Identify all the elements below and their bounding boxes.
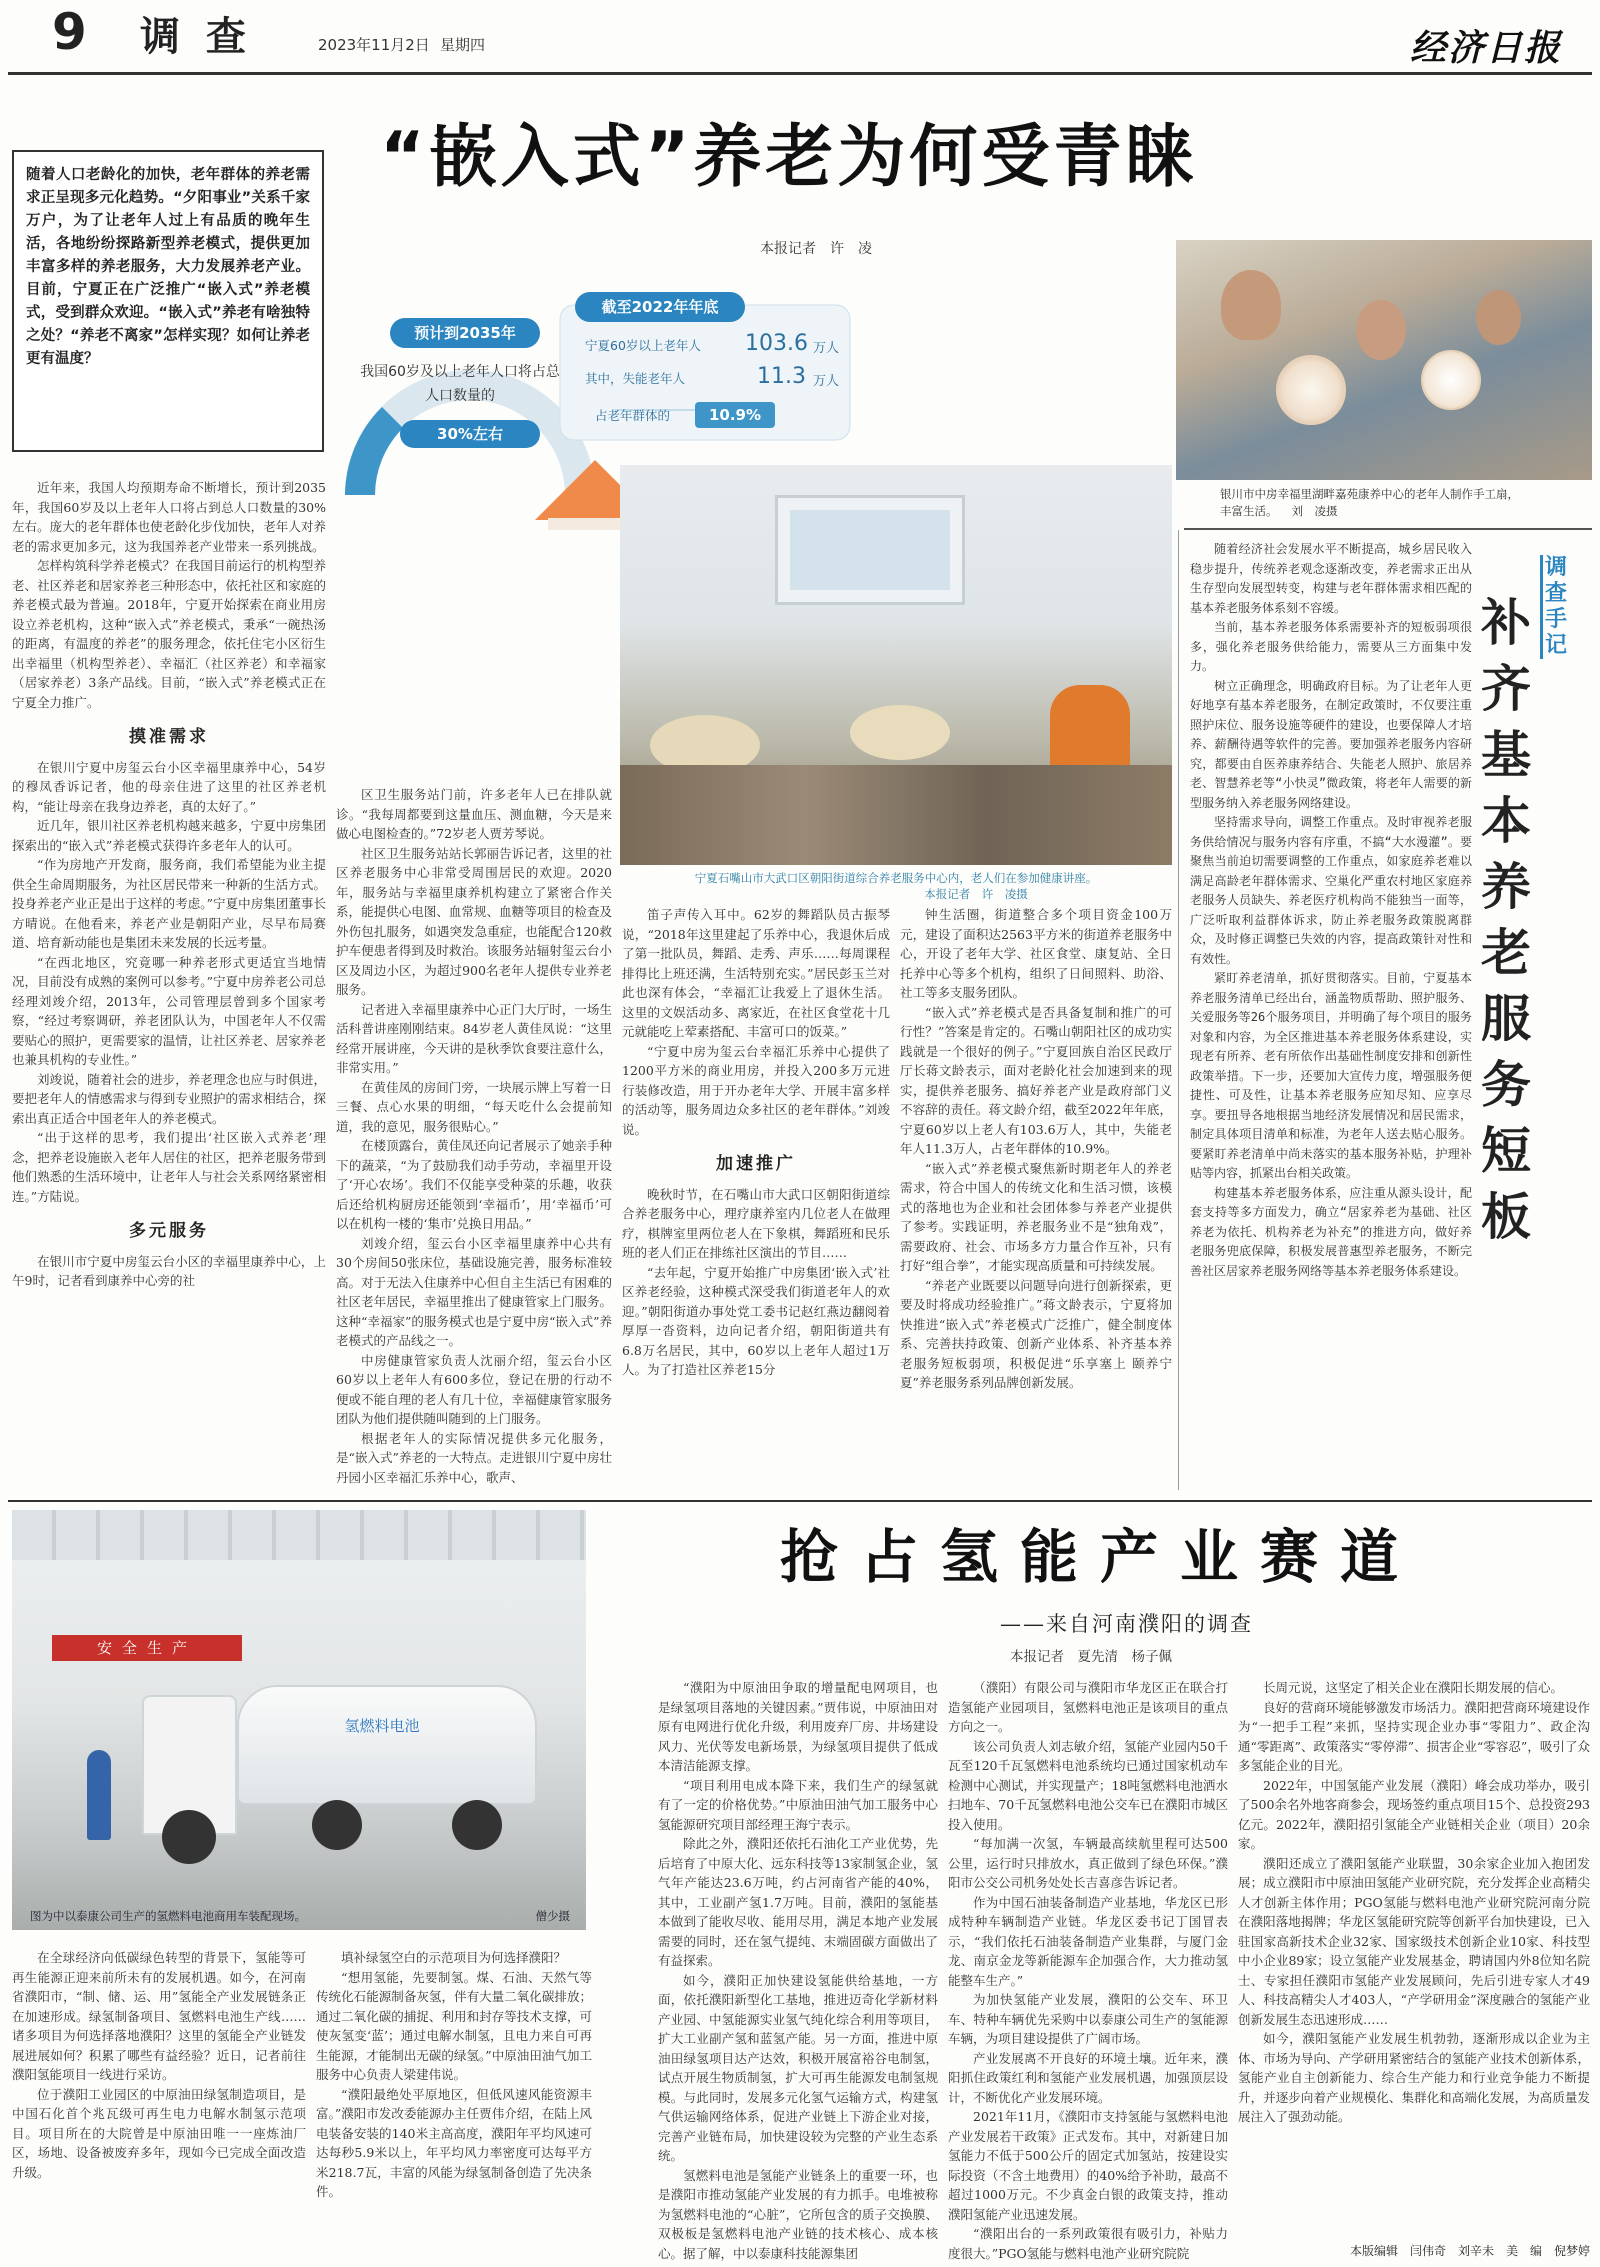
page-number: 9: [52, 3, 87, 61]
side-photo-caption: 银川市中房幸福里湖畔嘉苑康养中心的老年人制作手工扇，丰富生活。 刘 凌摄: [1220, 487, 1519, 518]
article-divider: [8, 1500, 1592, 1502]
subheading-services: 多元服务: [129, 1221, 209, 1241]
article2-headline: 抢占氢能产业赛道: [780, 1523, 1421, 1591]
article2-col4: （濮阳）有限公司与濮阳市华龙区正在联合打造氢能产业园项目，氢燃料电池正是该项目的重点方向之一。 该公司负责人刘志敏介绍，氢能产业园内50千瓦至120千瓦氢燃料电池系统均已通过国家机动车检测中心测试，并实现量产；18吨氢燃料电池洒水扫地车、70千瓦氢燃料电池公交车已在濮阳市城区投入使用。 “每加满一次氢，车辆最高续航里程可达500公里，运行时只排放水，真正做到了绿色环保。”濮阳市公交公司机务处处长吉喜彦告诉记者。 作为中国石油装备制造产业基地，华龙区已形成特种车辆制造产业链。华龙区委书记丁国冒表示，“我们依托石油装备制造产业集群，与厦门金龙、南京金龙等新能源车企加强合作，大力推动氢能整车生产。” 为加快氢能产业发展，濮阳的公交车、环卫车、特种车辆优先采购中以泰康公司生产的氢能源车辆，为项目建设提供了广阔市场。 产业发展离不开良好的环境土壤。近年来，濮阳抓住政策红利和氢能产业发展机遇，加强顶层设计，不断优化产业发展环境。 2021年11月，《濮阳市支持氢能与氢燃料电池产业发展若干政策》正式发布。其中，对新建日加氢能力不低于500公斤的固定式加氢站，按建设实际投资（不含土地费用）的40%给予补助，最高不超过1000万元。不少真金白银的政策支持，推动濮阳氢能产业迅速发展。 “濮阳出台的一系列政策很有吸引力，补贴力度很大。”PGO氢能与燃料电池产业研究院院: [948, 1680, 1228, 2261]
article2-photo: [12, 1510, 586, 1930]
infographic-row-value: 10.9%: [695, 402, 775, 428]
infographic-left-text: 我国60岁及以上老年人口将占总人口数量的: [360, 364, 560, 404]
article1-byline: 本报记者 许 凌: [760, 241, 872, 257]
truck-logo-text: 氢燃料电池: [344, 1717, 420, 1735]
infographic-left-title: 预计到2035年: [390, 318, 540, 348]
article1-side-photo: [1176, 240, 1592, 480]
presentation-slide-icon: [790, 510, 950, 590]
sidebar-body: 随着经济社会发展水平不断提高，城乡居民收入稳步提升，传统养老观念逐渐改变，养老需求正出从生存型向发展型转变，构建与老年群体需求相匹配的基本养老服务体系刻不容缓。 当前，基本养老服务体系需要补齐的短板弱项很多，强化养老服务供给能力，需要从三方面集中发力。 树立正确理念，明确政府目标。为了让老年人更好地享有基本养老服务，在制定政策时，不仅要注重照护床位、服务设施等硬件的建设，也要保障人才培养、薪酬待遇等软件的完善。要加强养老服务内容研究，都要由自医养康养结合、失能老人照护、旅居养老、智慧养老等“小快灵”微政策，将老年人需要的新型服务纳入养老服务网络建设。 坚持需求导向，调整工作重点。及时审视养老服务供给情况与服务内容有序重，不搞“大水漫灌”。要聚焦当前迫切需要调整的工作重点，如家庭养老难以满足高龄老年群体需求、空巢化严重农村地区家庭养老服务人员缺失、养老医疗机构尚不能独当一面等，广泛听取利益群体诉求，防止养老服务政策脱离群众，及时修正调整已失效的内容，提高政策针对性和有效性。 紧盯养老清单，抓好贯彻落实。目前，宁夏基本养老服务清单已经出台，涵盖物质帮助、照护服务、关爱服务等26个服务项目，并明确了每个项目的服务对象和内容，为全区推进基本养老服务体系建设，实现老有所养、老有所依作出基础性制度安排和创新性政策举措。下一步，还要加大宣传力度，增强服务便捷性、可及性，让基本养老服务应知尽知、应享尽享。要扭导各地根据当地经济发展情况和居民需求，制定具体项目清单和标准，为老年人送去贴心服务。要紧盯养老清单中尚未落实的基本服务补贴，护理补贴等内容，抓紧出台相关政策。 构建基本养老服务体系，应注重从源头设计，配套支持等多方面发力，确立“居家养老为基础、社区养老为依托、机构养老为补充”的推进方向，做好养老服务兜底保障，积极发展普惠型养老服务，不断完善社区居家养老服务网络等基本养老服务体系建设。: [1190, 542, 1472, 1278]
truck-wheel-icon: [162, 1810, 216, 1864]
sidebar-tag: 调查手记: [1540, 555, 1566, 659]
sidebar-title: 补齐基本养老服务短板: [1481, 594, 1531, 1246]
article2-col3: “濮阳为中原油田争取的增量配电网项目，也是绿氢项目落地的关键因素。”贾伟说，中原油田对原有电网进行优化升级，利用废弃厂房、井场建设风力、光伏等发电新场景，为绿氢项目提供了低成本清洁能源支撑。 “项目利用电成本降下来，我们生产的绿氢就有了一定的价格优势。”中原油田油气加工服务中心氢能源研究项目部经理王海宁表示。 除此之外，濮阳还依托石油化工产业优势，先后培育了中原大化、远东科技等13家制氢企业，氢气年产能达23.6万吨，约占河南省产能的40%，其中，工业副产氢1.7万吨。目前，濮阳的氢能基本做到了能收尽收、能用尽用，满足本地产业发展需要的同时，还在氢气提纯、末端固碳方面做出了有益探索。 如今，濮阳正加快建设氢能供给基地，一方面，依托濮阳新型化工基地，推进迈奇化学新材料产业园、中氢能源实业氢气纯化综合利用等项目，扩大工业副产氢和蓝氢产能。另一方面，推进中原油田绿氢项目达产达效，积极开展富裕谷电制氢，试点开展生物质制氢，扩大可再生能源发电制氢规模。与此同时，发展多元化氢气运输方式，构建氢气供运输网络体系，促进产业链上下游企业对接，完善产业链布局，加快建设较为完整的产业生态系统。 氢燃料电池是氢能产业链条上的重要一环，也是濮阳市推动氢能产业发展的有力抓手。电堆被称为氢燃料电池的“心脏”，它所包含的质子交换膜、双极板是氢燃料电池产业链的技术核心、成本核心。据了解，中以泰康科技能源集团: [658, 1680, 938, 2261]
infographic-row-2: [585, 364, 845, 392]
handmade-fan-icon: [1421, 350, 1481, 410]
photo-caption: 图为中以泰康公司生产的氢燃料电池商用车装配现场。 僧少摄: [30, 1909, 570, 1923]
worker-figure: [87, 1750, 111, 1840]
safety-banner: 安全生产: [52, 1635, 242, 1661]
infographic-row-label: 占老年群体的: [595, 408, 671, 423]
audience-hat-icon: [850, 705, 950, 760]
infographic-row-1: [585, 331, 845, 359]
factory-roof: [12, 1510, 586, 1560]
article2-byline: 本报记者 夏先清 杨子佩: [1010, 1649, 1172, 1665]
article1-main-photo: [620, 465, 1172, 865]
truck-tank-icon: [237, 1685, 537, 1805]
infographic-row-unit: 万人: [813, 374, 840, 389]
truck-wheel-icon: [452, 1800, 502, 1850]
sidebar-divider: [1178, 530, 1179, 1490]
article2-subtitle: ——来自河南濮阳的调查: [1000, 1612, 1253, 1636]
infographic-row-label: 其中，失能老年人: [585, 371, 686, 386]
issue-date: 2023年11月2日: [318, 36, 430, 54]
infographic-right-title: 截至2022年年底: [575, 292, 745, 322]
subheading-promotion: 加速推广: [716, 1154, 796, 1174]
article1-col1: 近年来，我国人均预期寿命不断增长，预计到2035年，我国60岁及以上老年人口将占到总人口数量的30%左右。庞大的老年群体也使老龄化步伐加快，老年人对养老的需求更加多元，这为我国养老产业带来一系列挑战。 怎样构筑科学养老模式？在我国目前运行的机构型养老、社区养老和居家养老三种形态中，依托社区和家庭的养老模式最为普遍。2018年，宁夏开始探索在商业用房设立养老机构，这种“嵌入式”养老模式，秉承“一碗热汤的距离，有温度的养老”的服务理念，依托住宅小区衍生出幸福里（机构型养老）、幸福汇（社区养老）和幸福家（居家养老）3条产品线。目前，“嵌入式”养老模式正在宁夏全力推广。 摸准需求 在银川宁夏中房玺云台小区幸福里康养中心，54岁的穆凤香诉记者，他的母亲住进了这里的社区养老机构，“能让母亲在我身边养老，真的太好了。” 近几年，银川社区养老机构越来越多，宁夏中房集团探索出的“嵌入式”养老模式获得许多老年人的认可。 “作为房地产开发商，服务商，我们希望能为业主提供全生命周期服务，为社区居民带来一种新的生活方式。投身养老产业正是出于这样的考虑。”宁夏中房集团董事长方晴说。在他看来，养老产业是朝阳产业，尽早布局赛道、培育新动能也是集团未来发展的长远考量。 “在西北地区，究竟哪一种养老形式更适宜当地情况，目前没有成熟的案例可以参考。”宁夏中房养老公司总经理刘竣介绍，2013年，公司管理层曾到多个国家考察，“经过考察调研，养老团队认为，中国老年人不仅需要贴心的照护，更需要家的温情，让社区养老、居家养老也兼具机构的专业性。” 刘竣说，随着社会的进步，养老理念也应与时俱进，要把老年人的情感需求与得到专业照护的需求相结合，探索出真正适合中国老年人的养老模式。 “出于这样的思考，我们提出‘社区嵌入式养老’理念，把养老设施嵌入老年人居住的社区，把养老服务带到他们熟悉的生活环境中，让老年人与社会关系网络紧密相连。”方陆说。 多元服务 在银川市宁夏中房玺云台小区的幸福里康养中心，上午9时，记者看到康养中心旁的社: [12, 480, 326, 1288]
header-rule: [8, 72, 1592, 75]
infographic-left-value: 30%左右: [400, 420, 540, 448]
photo-credit: 僧少摄: [535, 1909, 570, 1923]
side-photo-rule: [1184, 528, 1592, 530]
masthead-logo: 经济日报: [1410, 27, 1563, 69]
main-photo-caption: 宁夏石嘴山市大武口区朝阳街道综合养老服务中心内，老人们在参加健康讲座。 本报记者 许 凌摄: [620, 870, 1172, 902]
side-photo-credit: 刘 凌摄: [1291, 504, 1338, 518]
infographic-row-unit: 万人: [813, 341, 840, 356]
issue-weekday: 星期四: [440, 36, 486, 54]
article1-lead: 随着人口老龄化的加快，老年群体的养老需求正呈现多元化趋势。“夕阳事业”关系千家万户，为了让老年人过上有品质的晚年生活，各地纷纷探路新型养老模式，提供更加丰富多样的养老服务，大力发展养老产业。目前，宁夏正在广泛推广“嵌入式”养老模式，受到群众欢迎。“嵌入式”养老有啥独特之处？“养老不离家”怎样实现？如何让养老更有温度？: [26, 167, 310, 367]
article2-col5: 长周元说，这坚定了相关企业在濮阳长期发展的信心。 良好的营商环境能够激发市场活力。濮阳把营商环境建设作为“一把手工程”来抓，坚持实现企业办事“零阻力”、政企沟通“零距离”、政策落实“零停滞”、损害企业“零容忍”，吸引了众多氢能企业的目光。 2022年，中国氢能产业发展（濮阳）峰会成功举办，吸引了500余名外地客商参会，现场签约重点项目15个、总投资293亿元。2022年，濮阳招引氢能全产业链相关企业（项目）20余家。 濮阳还成立了濮阳氢能产业联盟，30余家企业加入抱团发展；成立濮阳市中原油田氢能产业研究院，充分发挥企业高精尖人才创新主体作用；PGO氢能与燃料电池产业研究院河南分院在濮阳落地揭牌；华龙区氢能研究院等创新平台加快建设，已入驻国家高新技术企业32家、国家级技术创新企业10家、科技型中小企业89家；设立氢能产业发展基金，聘请国内外8位知名院士、专家担任濮阳市氢能产业发展顾问，先后引进专家人才49人、科技高精尖人才403人，“产学研用金”深度融合的氢能产业创新发展生态迅速形成…… 如今，濮阳氢能产业发展生机勃勃，逐渐形成以企业为主体、市场为导向、产学研用紧密结合的氢能产业技术创新体系，氢能产业自主创新能力、综合生产能力和行业竞争能力不断提升，并逐步向着产业规模化、集群化和高端化发展，为高质量发展注入了强劲动能。: [1238, 1680, 1590, 2124]
article1-col4: 钟生活圈，街道整合多个项目资金100万元，建设了面积达2563平方米的街道养老服务中心，开设了老年大学、社区食堂、康复站、全日托养中心等多个机构，组织了日间照料、助浴、社工等多支服务团队。 “嵌入式”养老模式是否具备复制和推广的可行性？”答案是肯定的。石嘴山朝阳社区的成功实践就是一个很好的例子。”宁夏回族自治区民政厅厅长蒋文龄表示，面对老龄化社会加速到来的现实，提供养老服务、搞好养老产业是政府部门义不容辞的责任。蒋文龄介绍，截至2022年年底，宁夏60岁以上老人有103.6万人，其中，失能老年人11.3万人，占老年群体的10.9%。 “嵌入式”养老模式聚焦新时期老年人的养老需求，符合中国人的传统文化和生活习惯，该模式的落地也为企业和社会团体参与养老产业提供了参考。实践证明，养老服务业不是“独角戏”，需要政府、社会、市场多方力量合作互补，只有打好“组合拳”，才能实现高质量和可持续发展。 “养老产业既要以问题导向进行创新探索，更要及时将成功经验推广。”蒋文龄表示，宁夏将加快推进“嵌入式”养老模式广泛推广，健全制度体系、完善扶持政策、创新产业体系、补齐基本养老服务短板弱项，积极促进“乐享塞上 颐养宁夏”养老服务系列品牌创新发展。: [900, 907, 1172, 1390]
main-photo-credit: 本报记者 许 凌摄: [924, 887, 1028, 901]
article1-headline: “嵌入式”养老为何受青睐: [380, 118, 1198, 197]
elderly-person-figure: [1476, 290, 1521, 345]
infographic-row-3: [585, 402, 845, 430]
truck-wheel-icon: [312, 1800, 362, 1850]
infographic-row-value: 11.3: [757, 364, 806, 389]
audience-row: [620, 765, 1172, 865]
article2-col1: 在全球经济向低碳绿色转型的背景下，氢能等可再生能源正迎来前所未有的发展机遇。如今，在河南省濮阳市，“制、储、运、用”氢能全产业发展链条正在加速形成。绿氢制备项目、氢燃料电池生产线……诸多项目为何选择落地濮阳？这里的氢能全产业链发展进展如何？积累了哪些有益经验？近日，记者前往濮阳氢能项目一线进行采访。 位于濮阳工业园区的中原油田绿氢制造项目，是中国石化首个兆瓦级可再生电力电解水制氢示范项目。项目所在的大院曾是中原油田唯一一座炼油厂区，场地、设备被废弃多年，现如今已完成全面改造升级。: [12, 1950, 306, 2180]
page-header: [0, 0, 1600, 70]
handmade-fan-icon: [1276, 355, 1346, 425]
infographic-row-value: 103.6: [745, 331, 808, 356]
footer-editors: 本版编辑 闫伟奇 刘辛未 美 编 倪梦婷: [1349, 2244, 1590, 2258]
article1-col3: 笛子声传入耳中。62岁的舞蹈队员古振琴说，“2018年这里建起了乐养中心，我退休后成了第一批队员，舞蹈、走秀、声乐……每周课程排得比上班还满，生活特别充实。”居民彭玉兰对此也深有体会，“幸福汇让我爱上了退休生活。这里的文娱活动多、离家近，在社区食堂花十几元就能吃上荤素搭配、丰富可口的饭菜。” “宁夏中房为玺云台幸福汇乐养中心提供了1200平方米的商业用房，并投入200多万元进行装修改造，用于开办老年大学、开展丰富多样的活动等，服务周边众多社区的老年群体。”刘竣说。 加速推广 晚秋时节，在石嘴山市大武口区朝阳街道综合养老服务中心，理疗康养室内几位老人在做理疗，棋牌室里两位老人在下象棋，舞蹈班和民乐班的老人们正在排练社区演出的节目…… “去年起，宁夏开始推广中房集团‘嵌入式’社区养老经验，这种模式深受我们街道老年人的欢迎。”朝阳街道办事处党工委书记赵红燕边翻阅着厚厚一沓资料，边向记者介绍，朝阳街道共有6.8万名居民，其中，60岁以上老年人超过1万人。为了打造社区养老15分: [622, 907, 890, 1377]
article1-lead-box: [12, 150, 324, 452]
elderly-person-figure: [1221, 270, 1281, 340]
article2-col2: 填补绿氢空白的示范项目为何选择濮阳？ “想用氢能，先要制氢。煤、石油、天然气等传统化石能源制备灰氢，伴有大量二氧化碳排放；通过二氧化碳的捕捉、利用和封存等技术支撑，可使灰氢变‘蓝’；通过电解水制氢，且电力来自可再生能源，才能制出无碳的绿氢。”中原油田油气加工服务中心负责人梁建伟说。 “濮阳最绝处平原地区，但低风速风能资源丰富。”濮阳市发改委能源办主任贾伟介绍，在陆上风电装备安装的140米主高高度，濮阳年平均风速可达每秒5.9米以上，年平均风力率密度可达每平方米218.7瓦，丰富的风能为绿氢制备创造了先决条件。: [316, 1950, 592, 2199]
elderly-person-figure: [1356, 300, 1406, 360]
section-name: 调 查: [140, 14, 252, 60]
article1-col2: 区卫生服务站门前，许多老年人已在排队就诊。“我每周都要到这量血压、测血糖，今天是来做心电图检查的。”72岁老人贾芳琴说。 社区卫生服务站站长郭丽告诉记者，这里的社区养老服务中心非常受周围居民的欢迎。2020年，服务站与幸福里康养机构建立了紧密合作关系，能提供心电图、血常规、血糖等项目的检查及外伤包扎服务，如遇突发急重症，也能配合120救护车便患者得到及时救治。该服务站辐射玺云台小区及周边小区，为超过900名老年人提供专业养老服务。 记者进入幸福里康养中心正门大厅时，一场生活科普讲座刚刚结束。84岁老人黄佳凤说：“这里经常开展讲座，今天讲的是秋季饮食要注意什么，非常实用。” 在黄佳凤的房间门旁，一块展示牌上写着一日三餐、点心水果的明细，“每天吃什么会提前知道，我的意见，服务很贴心。” 在楼顶露台，黄佳凤还向记者展示了她亲手种下的蔬菜，“为了鼓励我们动手劳动，幸福里开设了‘开心农场’。我们不仅能享受种菜的乐趣，收获后还给机构厨房还能领到‘幸福币’，用‘幸福币’可以在机构一楼的‘集市’兑换日用品。” 刘竣介绍，玺云台小区幸福里康养中心共有30个房间50张床位，基础设施完善，服务标准较高。对于无法入住康养中心但自主生活已有困难的社区老年居民，幸福里推出了健康管家上门服务。这种“幸福家”的服务模式也是宁夏中房“嵌入式”养老模式的产品线之一。 中房健康管家负责人沈丽介绍，玺云台小区60岁以上老年人有600多位，登记在册的行动不便或不能自理的老人有几十位，幸福健康管家服务团队为他们提供随叫随到的上门服务。 根据老年人的实际情况提供多元化服务，是“嵌入式”养老的一大特点。走进银川宁夏中房壮丹园小区幸福汇乐养中心，歌声、: [336, 787, 612, 1485]
infographic-row-label: 宁夏60岁以上老年人: [585, 338, 701, 353]
subheading-needs: 摸准需求: [129, 727, 209, 747]
